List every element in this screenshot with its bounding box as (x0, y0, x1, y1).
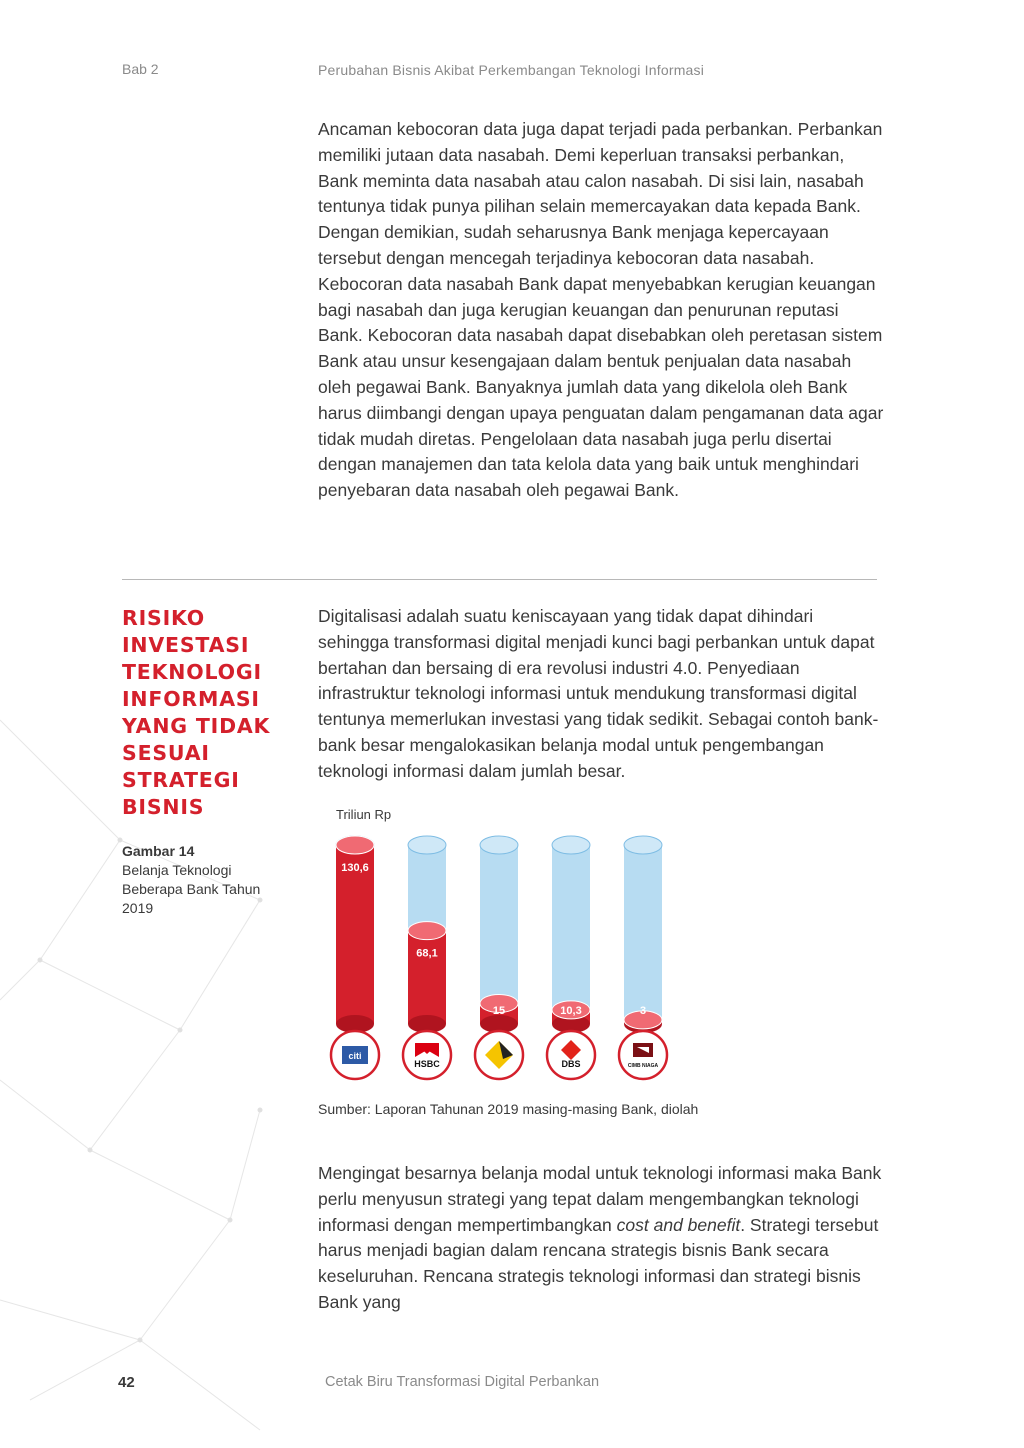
paragraph3-part1: Mengingat besarnya belanja modal untuk teknologi informasi maka Bank perlu menyusun strategi yang tepat dalam mengembangkan teknologi informasi dengan mempertimbangkan (318, 1163, 882, 1235)
figure-caption (122, 842, 292, 918)
figure-number: Gambar 14 (122, 843, 195, 859)
bar-value-label: 130,6 (341, 862, 369, 874)
bank-logo-badge (403, 1031, 451, 1079)
heading-line: SESUAI (122, 741, 210, 765)
bar-value-label: 15 (492, 1005, 506, 1017)
bar-top (336, 836, 374, 854)
bar-tube-top (480, 836, 518, 854)
figure-source: Sumber: Laporan Tahunan 2019 masing-masing Bank, diolah (318, 1101, 699, 1117)
heading-line: BISNIS (122, 795, 205, 819)
bar-value-label: 3 (639, 1005, 647, 1017)
body-paragraph-digitalization: Digitalisasi adalah suatu keniscayaan yang tidak dapat dihindari sehingga transformasi digital menjadi kunci bagi perbankan untuk dapat bertahan dan bersaing di era revolusi industri 4.0. Penyediaan infrastruktur teknologi informasi untuk mendukung transformasi digital tentunya memerlukan investasi yang tidak sedikit. Sebagai contoh bank-bank besar mengalokasikan belanja modal untuk pengembangan teknologi informasi dalam jumlah besar. (318, 606, 879, 781)
body-paragraph-data-leakage: Ancaman kebocoran data juga dapat terjadi pada perbankan. Perbankan memiliki jutaan data nasabah. Demi keperluan transaksi perbankan, Bank meminta data nasabah atau calon nasabah. Di sisi lain, nasabah tentunya tidak punya pilihan selain memercayakan data kepada Bank. Dengan demikian, sudah seharusnya Bank menjaga kepercayaan tersebut dengan mencegah terjadinya kebocoran data nasabah. Kebocoran data nasabah Bank dapat menyebabkan kerugian keuangan bagi nasabah dan juga kerugian keuangan dan penurunan reputasi Bank. Kebocoran data nasabah dapat disebabkan oleh peretasan sistem Bank atau unsur kesengajaan dalam bentuk penjualan data nasabah oleh pegawai Bank. Banyaknya jumlah data yang dikelola oleh Bank harus diimbangi dengan upaya penguatan dalam pengamanan data agar tidak mudah diretas. Pengelolaan data nasabah juga perlu disertai dengan manajemen dan tata kelola data yang baik untuk menghindari penyebaran data nasabah oleh pegawai Bank. (318, 119, 884, 501)
paragraph3-italic: cost and benefit (616, 1214, 741, 1235)
chart-unit-label: Triliun Rp (336, 807, 392, 822)
bar-tube (624, 845, 662, 1024)
bar-tube-top (408, 836, 446, 854)
bar-tube-top (552, 836, 590, 854)
heading-line: RISIKO (122, 606, 205, 630)
chapter-label: Bab 2 (122, 61, 159, 77)
section-heading (122, 605, 302, 821)
bank-logo-text: HSBC (414, 1059, 440, 1069)
heading-line: INFORMASI (122, 687, 260, 711)
bar-value-label: 68,1 (416, 947, 438, 960)
heading-line: STRATEGI (122, 768, 240, 792)
bar (408, 931, 446, 1024)
page-number: 42 (118, 1374, 135, 1391)
bar-top (408, 922, 446, 940)
heading-line: YANG TIDAK (122, 714, 271, 738)
bar-value-label: 10,3 (560, 1005, 582, 1017)
bank-logo-text: DBS (561, 1059, 581, 1069)
heading-line: TEKNOLOGI (122, 660, 262, 684)
bank-logo-text: citi (348, 1051, 362, 1061)
bar-tube-top (624, 836, 662, 854)
running-title: Perubahan Bisnis Akibat Perkembangan Teknologi Informasi (318, 62, 705, 78)
paragraph3-part2: . Strategi tersebut harus menjadi bagian dalam rencana strategis bisnis Bank secara keseluruhan. Rencana strategis teknologi informasi dan strategi bisnis Bank yang (318, 1214, 879, 1312)
bank-logo-text: CIMB NIAGA (627, 1063, 659, 1069)
section-divider (122, 579, 877, 580)
bank-tech-spending-chart (318, 800, 698, 1090)
figure-caption-text: Belanja Teknologi Beberapa Bank Tahun 2019 (122, 862, 261, 916)
chart-svg (318, 800, 698, 1090)
body-paragraph-strategy (318, 1161, 888, 1316)
heading-line: INVESTASI (122, 633, 250, 657)
footer-book-title: Cetak Biru Transformasi Digital Perbankan (325, 1374, 600, 1390)
bar-tube (552, 845, 590, 1024)
